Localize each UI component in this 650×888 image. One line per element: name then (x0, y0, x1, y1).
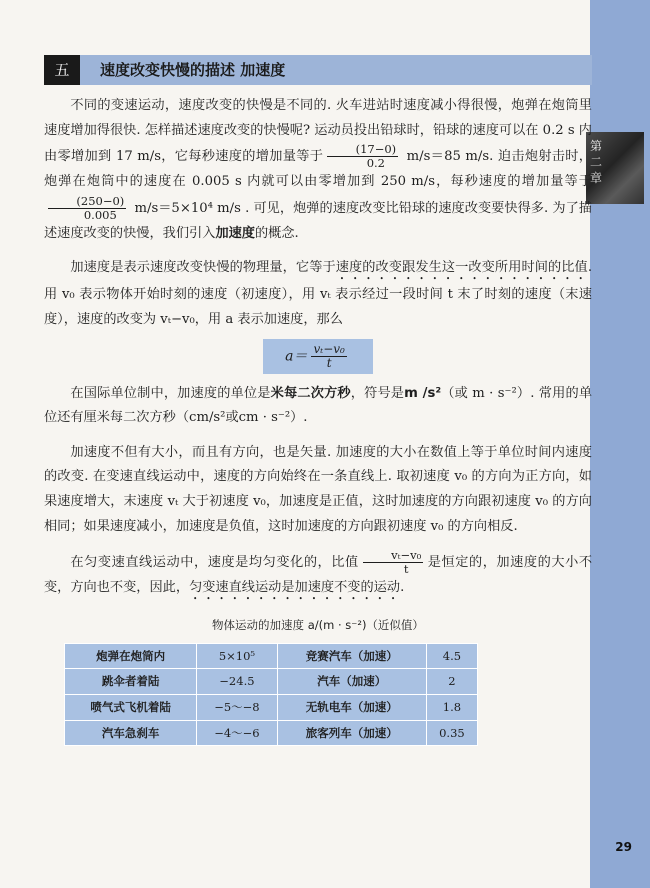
term-acceleration: 加速度 (215, 225, 255, 241)
emphasis-conclusion: 匀变速直线运动是加速度不变的运动 (189, 580, 401, 596)
table-caption: 物体运动的加速度 a/(m · s⁻²)（近似值） (212, 618, 424, 633)
section-number: 五 (44, 55, 80, 85)
formula-block (44, 339, 592, 374)
formula-lhs: a＝ (285, 348, 308, 365)
table-cell-value: −5～−8 (197, 694, 277, 720)
para2-text-b: . 用 v₀ 表示物体开始时刻的速度（初速度），用 vₜ 表示经过一段时间 t 末了时刻的速度（末速度），速度的改变为 vₜ−v₀，用 a 表示加速度，那么 (44, 260, 593, 327)
para5-text-b: 是恒定的，加速度的大小不变，方向也不变，因此， (44, 555, 593, 596)
main-content (44, 94, 592, 746)
emphasis-definition: 速度的改变跟发生这一改变所用时间的比值 (335, 260, 588, 276)
table-cell-object: 汽车急刹车 (65, 720, 197, 746)
fraction-denominator: t (403, 562, 409, 577)
chapter-tab-label: 第二章 (590, 139, 603, 185)
formula-fraction (311, 343, 346, 370)
para1-text-b: m/s＝85 m/s. 迫击炮射击时，炮弹在炮筒中的速度在 0.005 s 内就可以由零增加到 250 m/s，每秒速度的增加量等于 (44, 149, 592, 190)
section-title: 速度改变快慢的描述 加速度 (100, 61, 286, 79)
table-cell-value: 2 (426, 669, 477, 695)
fraction-numerator: vₜ−v₀ (363, 549, 423, 563)
table-cell-object: 跳伞者着陆 (65, 669, 197, 695)
table-cell-object: 汽车（加速） (277, 669, 426, 695)
paragraph-3 (44, 382, 592, 431)
table-cell-object: 喷气式飞机着陆 (65, 694, 197, 720)
para3-text-c: （或 m · s⁻²）. 常用的单位还有厘米每二次方秒（cm/s²或cm · s⁻²）. (44, 385, 593, 426)
table-row (65, 720, 478, 746)
paragraph-2 (44, 256, 592, 332)
page-number: 29 (615, 840, 632, 854)
chapter-tab (586, 132, 644, 204)
paragraph-4: 加速度不但有大小，而且有方向，也是矢量. 加速度的大小在数值上等于单位时间内速度的改变. 在变速直线运动中，速度的方向始终在一条直线上. 取初速度 v₀ 的方向为正方向，如果速度增大，末速度 vₜ 大于初速度 v₀，加速度是正值，这时加速度的方向跟初速度 v₀ 的方向相同；如果速度减小，加速度是负值，这时加速度的方向跟初速度 v₀ 的方向相反. (44, 444, 592, 534)
fraction-shot (327, 143, 398, 170)
fraction-denominator: 0.2 (366, 156, 385, 171)
table-cell-object: 旅客列车（加速） (277, 720, 426, 746)
table-cell-value: 1.8 (426, 694, 477, 720)
para5-text-c: . (400, 580, 405, 596)
para1-text-c: m/s＝5×10⁴ m/s . 可见，炮弹的速度改变比铅球的速度改变要快得多. 为了描述速度改变的快慢，我们引入 (44, 200, 592, 241)
fraction-shell (48, 195, 126, 222)
table-cell-value: −24.5 (197, 669, 277, 695)
para3-text-b: ，符号是 (350, 385, 405, 401)
para5-text-a: 在匀变速直线运动中，速度是均匀变化的，比值 (70, 555, 359, 571)
para1-text-a: 不同的变速运动，速度改变的快慢是不同的. 火车进站时速度减小得很慢，炮弹在炮筒里速度增加得很快. 怎样描述速度改变的快慢呢? 运动员投出铅球时，铅球的速度可以在 0.2 s 内由零增加到 17 m/s，它每秒速度的增加量等于 (44, 98, 592, 165)
fraction-numerator: (250−0) (48, 195, 126, 209)
fraction-numerator: vₜ−v₀ (313, 341, 345, 356)
table-row (65, 643, 478, 669)
acceleration-table (64, 643, 478, 746)
fraction-denominator: t (326, 355, 332, 370)
unit-symbol: m /s² (404, 385, 442, 401)
table-row (65, 669, 478, 695)
table-cell-value: 4.5 (426, 643, 477, 669)
section-header (44, 55, 592, 85)
paragraph-1 (44, 94, 592, 246)
paragraph-5 (44, 549, 592, 603)
table-cell-object: 炮弹在炮筒内 (65, 643, 197, 669)
table-cell-value: −4～−6 (197, 720, 277, 746)
table-row (65, 694, 478, 720)
table-cell-object: 竞赛汽车（加速） (277, 643, 426, 669)
para3-text-a: 在国际单位制中，加速度的单位是 (70, 385, 271, 401)
fraction-denominator: 0.005 (83, 207, 117, 222)
para2-text-a: 加速度是表示速度改变快慢的物理量，它等于 (70, 260, 336, 276)
fraction-numerator: (17−0) (327, 143, 398, 157)
unit-name: 米每二次方秒 (270, 385, 351, 401)
acceleration-formula (263, 339, 373, 374)
table-cell-value: 5×10⁵ (197, 643, 277, 669)
table-cell-object: 无轨电车（加速） (277, 694, 426, 720)
fraction-ratio (363, 549, 423, 576)
para1-text-d: 的概念. (255, 225, 299, 241)
table-cell-value: 0.35 (426, 720, 477, 746)
